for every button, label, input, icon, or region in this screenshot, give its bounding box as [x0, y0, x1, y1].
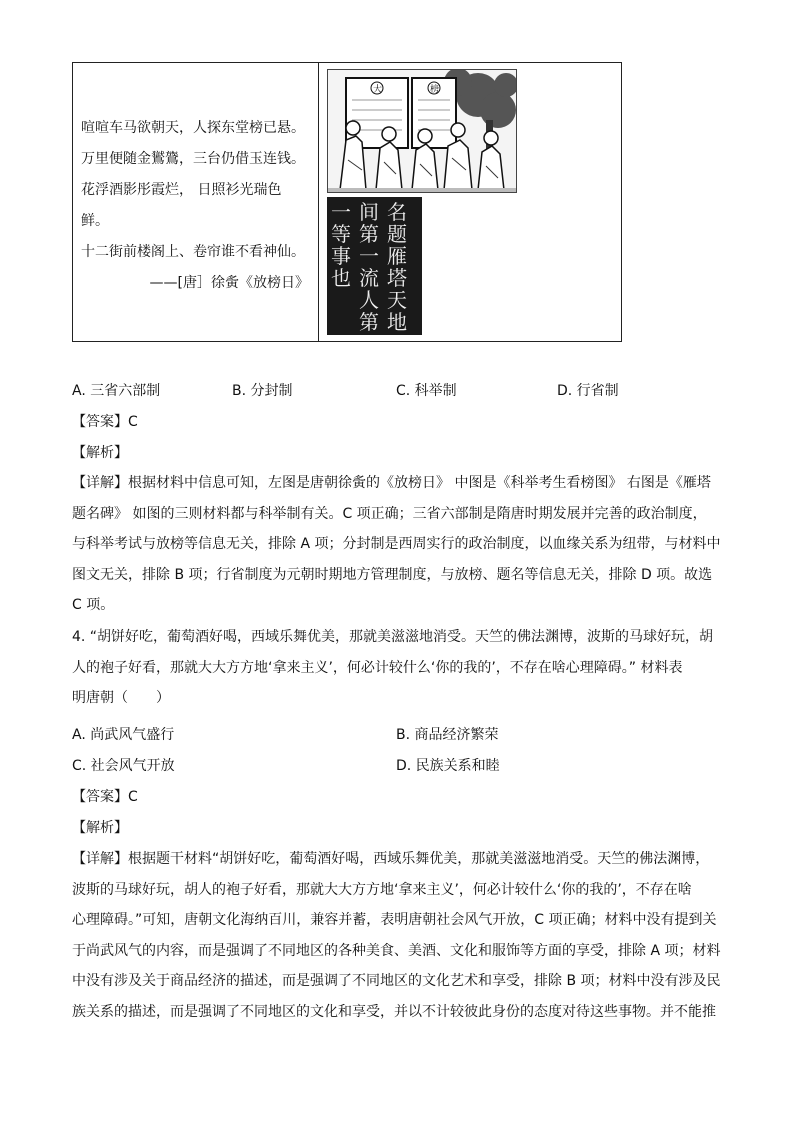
q3-detail-line: C 项。: [72, 597, 115, 613]
rubbing-column-2: 间第一流人第: [359, 200, 379, 334]
poem-line: 万里便随金鸑鷟，三台仍借玉连钱。: [81, 151, 305, 167]
poem-line: 鲜。: [81, 213, 109, 229]
poem-line: 喧喧车马欲朝天，人探东堂榜已悬。: [81, 120, 305, 136]
rubbing-column-1: 名题雁塔天地: [387, 200, 407, 334]
q4-option-d: D. 民族关系和睦: [396, 758, 500, 774]
q3-detail-line: 题名碑》 如图的三则材料都与科举制有关。C 项正确；三省六部制是隋唐时期发展并完善的政治制度，: [72, 505, 707, 522]
q4-stem-line: 明唐朝（ ）: [72, 690, 170, 706]
q3-option-c: C. 科举制: [396, 383, 457, 399]
board-sign-left: 大: [373, 85, 383, 95]
q3-option-d: D. 行省制: [557, 383, 619, 399]
q3-option-a: A. 三省六部制: [72, 383, 161, 399]
q4-detail-line: 波斯的马球好玩，胡人的袍子好看，那就大大方方地‘拿来主义’，何必计较什么‘你的我的’，不存在啥: [72, 881, 692, 898]
poem-source: ——[唐］徐夤《放榜日》: [149, 275, 309, 291]
q4-analysis-label: 【解析】: [72, 820, 128, 836]
q4-detail-line: 中没有涉及关于商品经济的描述，而是强调了不同地区的文化艺术和享受，排除 B 项；材料中没有涉及民: [72, 973, 721, 989]
q4-option-c: C. 社会风气开放: [72, 758, 175, 774]
poem-line: 十二街前楼阁上、卷帘谁不看神仙。: [81, 244, 305, 260]
poem-text: [81, 113, 313, 299]
q4-stem-line: 人的袍子好看，那就大大方方地‘拿来主义’，何必计较什么‘你的我的’，不存在啥心理障碍。” 材料表: [72, 659, 683, 676]
q3-detail-line: 与科举考试与放榜等信息无关，排除 A 项；分封制是西周实行的政治制度，以血缘关系为纽带，与材料中: [72, 536, 721, 552]
q4-detail-line: 心理障碍。”可知，唐朝文化海纳百川，兼容并蓄，表明唐朝社会风气开放，C 项正确；材料中没有提到关: [72, 912, 717, 928]
q3-analysis-label: 【解析】: [72, 445, 128, 461]
q4-detail-line: 族关系的描述，而是强调了不同地区的文化和享受，并以不计较彼此身份的态度对待这些事物。并不能推: [72, 1003, 716, 1020]
poem-line: 花浮酒影彤霞烂， 日照衫光瑞色: [81, 182, 282, 198]
material-figure-table: [72, 62, 622, 342]
q4-option-a: A. 尚武风气盛行: [72, 727, 175, 743]
board-sign-right: 榜: [430, 85, 440, 95]
q3-detail-line: 图文无关，排除 B 项；行省制度为元朝时期地方管理制度，与放榜、题名等信息无关，排除 D 项。故选: [72, 566, 713, 583]
q3-detail: [72, 468, 732, 621]
rubbing-column-3: 一等事也: [331, 200, 351, 290]
q4-detail: [72, 844, 732, 1027]
q3-answer: 【答案】C: [72, 414, 138, 430]
q3-detail-line: 【详解】根据材料中信息可知，左图是唐朝徐夤的《放榜日》 中图是《科举考生看榜图》 右图是《雁塔: [72, 475, 711, 491]
exam-notice-illustration: [327, 69, 517, 193]
q4-stem: [72, 622, 732, 714]
q4-answer: 【答案】C: [72, 789, 138, 805]
q4-detail-line: 于尚武风气的内容，而是强调了不同地区的各种美食、美酒、文化和服饰等方面的享受，排除 A 项；材料: [72, 942, 721, 959]
table-divider: [318, 63, 319, 341]
q4-stem-line: 4. “胡饼好吃，葡萄酒好喝，西域乐舞优美，那就美滋滋地消受。天竺的佛法渊博，波斯的马球好玩，胡: [72, 629, 714, 645]
q4-option-b: B. 商品经济繁荣: [396, 727, 499, 743]
q3-option-b: B. 分封制: [232, 383, 293, 399]
q4-detail-line: 【详解】根据题干材料“胡饼好吃，葡萄酒好喝，西域乐舞优美，那就美滋滋地消受。天竺的佛法渊博，: [72, 851, 710, 867]
stele-rubbing-image: [327, 197, 422, 335]
